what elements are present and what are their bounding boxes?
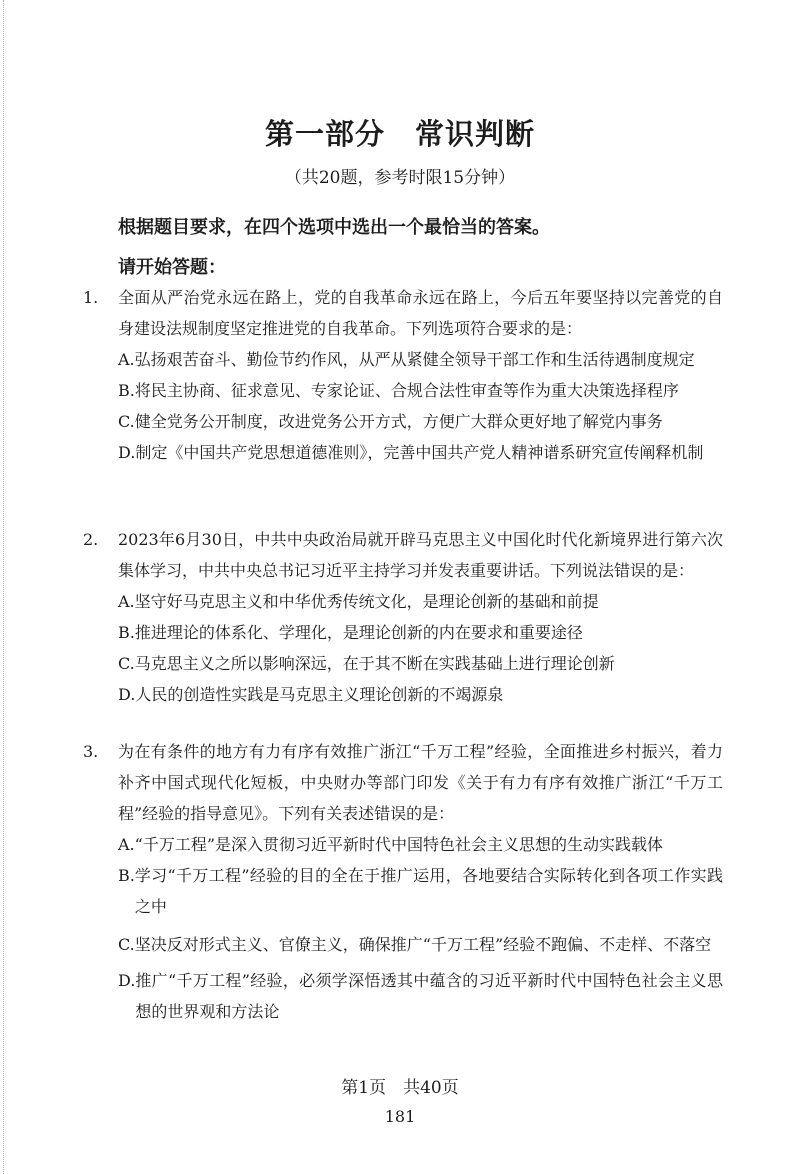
question-3 xyxy=(83,736,723,1027)
option-d xyxy=(118,437,723,468)
question-stem: 为在有条件的地方有力有序有效推广浙江“千万工程”经验，全面推进乡村振兴，着力补齐中国式现代化短板，中央财办等部门印发《关于有力有序有效推广浙江“千万工程”经验的指导意见》。下列有关表述错误的是： xyxy=(118,742,723,823)
option-text: 弘扬艰苦奋斗、勤俭节约作风，从严从紧健全领导干部工作和生活待遇制度规定 xyxy=(134,350,695,369)
option-c xyxy=(118,929,723,960)
option-text: 健全党务公开制度，改进党务公开方式，方便广大群众更好地了解党内事务 xyxy=(134,412,663,431)
question-1 xyxy=(83,282,723,468)
option-label: A. xyxy=(118,350,135,369)
option-c xyxy=(118,648,723,679)
option-text: 人民的创造性实践是马克思主义理论创新的不竭源泉 xyxy=(135,685,504,704)
section-title: 第一部分 常识判断 xyxy=(264,117,535,151)
option-b xyxy=(118,375,723,406)
option-label: D. xyxy=(118,685,136,704)
option-c xyxy=(118,406,723,437)
option-label: C. xyxy=(118,654,135,673)
option-a xyxy=(118,344,723,375)
option-b xyxy=(118,860,723,922)
option-label: A. xyxy=(118,592,135,611)
option-d xyxy=(118,679,723,710)
option-d xyxy=(118,965,723,1027)
question-stem: 2023年6月30日，中共中央政治局就开辟马克思主义中国化时代化新境界进行第六次集体学习，中共中央总书记习近平主持学习并发表重要讲话。下列说法错误的是： xyxy=(118,530,723,580)
question-number: 3. xyxy=(83,742,99,761)
question-number: 2. xyxy=(83,530,99,549)
option-text: 将民主协商、征求意见、专家论证、合规合法性审查等作为重大决策选择程序 xyxy=(134,381,679,400)
option-label: D. xyxy=(118,443,136,462)
option-text: 学习“千万工程”经验的目的全在于推广运用，各地要结合实际转化到各项工作实践之中 xyxy=(134,866,723,916)
question-number: 1. xyxy=(83,288,99,307)
option-a xyxy=(118,829,723,860)
option-text: 马克思主义之所以影响深远，在于其不断在实践基础上进行理论创新 xyxy=(134,654,615,673)
option-a xyxy=(118,586,723,617)
option-label: C. xyxy=(118,412,135,431)
option-label: B. xyxy=(118,866,135,885)
section-subtitle: （共20题，参考时限15分钟） xyxy=(284,168,516,188)
option-label: B. xyxy=(118,381,135,400)
question-stem: 全面从严治党永远在路上，党的自我革命永远在路上，今后五年要坚持以完善党的自身建设法规制度坚定推进党的自我革命。下列选项符合要求的是： xyxy=(118,288,723,338)
option-text: 坚决反对形式主义、官僚主义，确保推广“千万工程”经验不跑偏、不走样、不落空 xyxy=(134,935,712,954)
option-label: C. xyxy=(118,935,135,954)
folio-number: 181 xyxy=(384,1107,416,1126)
option-text: 推进理论的体系化、学理化，是理论创新的内在要求和重要途径 xyxy=(134,623,583,642)
option-label: A. xyxy=(118,835,135,854)
option-text: “千万工程”是深入贯彻习近平新时代中国特色社会主义思想的生动实践载体 xyxy=(134,835,664,854)
question-2 xyxy=(83,524,723,710)
start-prompt: 请开始答题： xyxy=(118,257,226,278)
page-indicator: 第1页 共40页 xyxy=(341,1078,459,1098)
instruction-text: 根据题目要求，在四个选项中选出一个最恰当的答案。 xyxy=(118,217,550,238)
option-label: B. xyxy=(118,623,135,642)
option-text: 推广“千万工程”经验，必须学深悟透其中蕴含的习近平新时代中国特色社会主义思想的世界观和方法论 xyxy=(135,971,723,1021)
option-b xyxy=(118,617,723,648)
option-text: 制定《中国共产党思想道德准则》，完善中国共产党人精神谱系研究宣传阐释机制 xyxy=(135,443,704,462)
option-text: 坚守好马克思主义和中华优秀传统文化，是理论创新的基础和前提 xyxy=(134,592,599,611)
option-label: D. xyxy=(118,971,136,990)
